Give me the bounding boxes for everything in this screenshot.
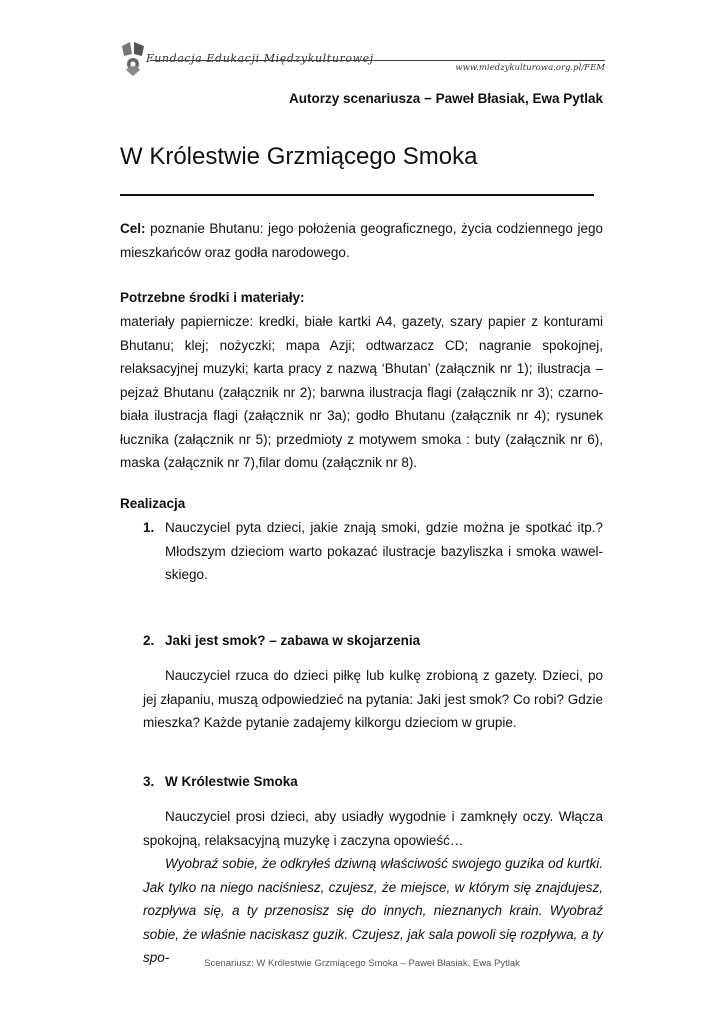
- goal-label: Cel:: [120, 221, 146, 236]
- step-2-text: Nauczyciel rzuca do dzieci piłkę lub kulkę zrobioną z gazety. Dzieci, po jej złapaniu, muszą odpowiedzieć na pytania: Jaki jest smok? Co robi? Gdzie mieszka? Każde pytanie zadajemy kilkorgu dzieciom w grupie.: [143, 668, 603, 730]
- step-1-text: Nauczyciel pyta dzieci, jakie znają smoki, gdzie można je spotkać itp.? Młodszym dzieciom warto pokazać ilustracje bazyliszka i smoka wawel-skiego.: [165, 520, 603, 582]
- step-1-number: 1.: [143, 520, 155, 535]
- goal-text: poznanie Bhutanu: jego położenia geograficznego, życia codziennego jego mieszkańców oraz godła narodowego.: [120, 221, 603, 260]
- step-3-number: 3.: [143, 774, 155, 789]
- goal-paragraph: [120, 217, 603, 264]
- step-3-text: Nauczyciel prosi dzieci, aby usiadły wygodnie i zamknęły oczy. Włącza spokojną, relaksacyjną muzykę i zaczyna opowieść…: [143, 809, 603, 848]
- step-2-number: 2.: [143, 633, 155, 648]
- authors: Autorzy scenariusza − Paweł Błasiak, Ewa Pytlak: [288, 91, 603, 106]
- header-divider: [150, 60, 605, 61]
- materials-heading: Potrzebne środki i materiały:: [120, 290, 305, 305]
- header-url: www.miedzykulturowa.org.pl/FEM: [455, 63, 605, 73]
- realization-heading: Realizacja: [120, 496, 186, 511]
- title-underline: [120, 194, 594, 196]
- materials-text: materiały papiernicze: kredki, białe kartki A4, gazety, szary papier z konturami Bhutanu; klej; nożyczki; mapa Azji; odtwarzacz CD; nagranie spokojnej, relaksacyjnej muzyki; karta pracy z nazwą ‘Bhutan’ (załącznik nr 1); ilustracja – pejzaż Bhutanu (załącznik nr 2); barwna ilustracja flagi (załącznik nr 3); czarno-biała ilustracja flagi (załącznik nr 3a); godło Bhutanu (załącznik nr 4); rysunek łucznika (załącznik nr 5); przedmioty z motywem smoka : buty (załącznik nr 6), maska (załącznik nr 7),filar domu (załącznik nr 8).: [120, 314, 603, 470]
- document-title: W Królestwie Grzmiącego Smoka: [120, 143, 478, 170]
- story-text: Wyobraź sobie, że odkryłeś dziwną właściwość swojego guzika od kurtki. Jak tylko na niego naciśniesz, czujesz, że miejsce, w którym się znajdujesz, rozpływa się, a ty przenosisz się do innych, nieznanych krain. Wyobraź sobie, że właśnie naciskasz guzik. Czujesz, jak sala powoli się rozpływa, a ty spo-: [143, 856, 603, 965]
- org-name: Fundacja Edukacji Międzykulturowej: [146, 52, 374, 65]
- step-2-heading: Jaki jest smok? – zabawa w skojarzenia: [165, 633, 421, 648]
- org-emblem-icon: [120, 40, 148, 76]
- step-3-heading: W Królestwie Smoka: [165, 774, 298, 789]
- page-footer: Scenariusz: W Królestwie Grzmiącego Smoka – Paweł Błasiak, Ewa Pytlak: [204, 958, 520, 969]
